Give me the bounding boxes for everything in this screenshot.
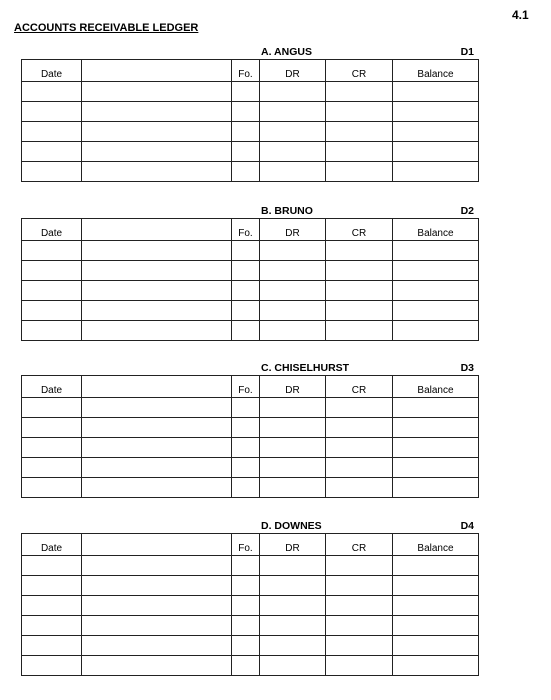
column-header-folio: Fo. (232, 534, 260, 556)
table-row (22, 321, 479, 341)
cell-folio[interactable] (232, 261, 260, 281)
cell-date[interactable] (22, 458, 82, 478)
column-header-date: Date (22, 376, 82, 398)
cell-credit[interactable] (326, 321, 393, 341)
table-row (22, 656, 479, 676)
cell-date[interactable] (22, 576, 82, 596)
ledger-table (21, 218, 479, 341)
cell-debit[interactable] (260, 301, 326, 321)
cell-debit[interactable] (260, 398, 326, 418)
cell-date[interactable] (22, 102, 82, 122)
cell-particulars[interactable] (82, 142, 232, 162)
column-header-folio: Fo. (232, 219, 260, 241)
cell-balance[interactable] (393, 398, 479, 418)
cell-balance[interactable] (393, 596, 479, 616)
cell-credit[interactable] (326, 398, 393, 418)
table-row (22, 576, 479, 596)
column-header-particulars (82, 219, 232, 241)
cell-particulars[interactable] (82, 102, 232, 122)
cell-date[interactable] (22, 281, 82, 301)
cell-folio[interactable] (232, 636, 260, 656)
column-header-balance: Balance (393, 219, 479, 241)
column-header-folio: Fo. (232, 376, 260, 398)
cell-date[interactable] (22, 261, 82, 281)
cell-credit[interactable] (326, 142, 393, 162)
cell-credit[interactable] (326, 281, 393, 301)
cell-balance[interactable] (393, 301, 479, 321)
cell-particulars[interactable] (82, 321, 232, 341)
table-header-row (22, 376, 479, 398)
cell-particulars[interactable] (82, 261, 232, 281)
table-row (22, 556, 479, 576)
ledger-title: ACCOUNTS RECEIVABLE LEDGER (14, 22, 199, 34)
table-row (22, 142, 479, 162)
cell-particulars[interactable] (82, 596, 232, 616)
cell-particulars[interactable] (82, 122, 232, 142)
column-header-date: Date (22, 219, 82, 241)
cell-balance[interactable] (393, 241, 479, 261)
cell-particulars[interactable] (82, 281, 232, 301)
cell-particulars[interactable] (82, 576, 232, 596)
table-row (22, 122, 479, 142)
cell-folio[interactable] (232, 438, 260, 458)
account-header (21, 362, 478, 375)
ledger-table (21, 533, 479, 676)
cell-date[interactable] (22, 398, 82, 418)
table-row (22, 241, 479, 261)
column-header-balance: Balance (393, 60, 479, 82)
cell-date[interactable] (22, 122, 82, 142)
cell-credit[interactable] (326, 241, 393, 261)
table-row (22, 636, 479, 656)
cell-folio[interactable] (232, 458, 260, 478)
table-row (22, 418, 479, 438)
cell-credit[interactable] (326, 656, 393, 676)
cell-folio[interactable] (232, 398, 260, 418)
cell-credit[interactable] (326, 122, 393, 142)
cell-balance[interactable] (393, 556, 479, 576)
cell-date[interactable] (22, 438, 82, 458)
account-header (21, 46, 478, 59)
cell-date[interactable] (22, 162, 82, 182)
column-header-debit: DR (260, 60, 326, 82)
account-code: D3 (460, 362, 474, 374)
cell-date[interactable] (22, 556, 82, 576)
cell-particulars[interactable] (82, 556, 232, 576)
cell-particulars[interactable] (82, 478, 232, 498)
cell-particulars[interactable] (82, 162, 232, 182)
cell-balance[interactable] (393, 418, 479, 438)
cell-date[interactable] (22, 418, 82, 438)
cell-debit[interactable] (260, 281, 326, 301)
cell-folio[interactable] (232, 142, 260, 162)
account-ledger (21, 362, 478, 498)
cell-balance[interactable] (393, 438, 479, 458)
table-row (22, 478, 479, 498)
table-row (22, 398, 479, 418)
cell-folio[interactable] (232, 162, 260, 182)
cell-particulars[interactable] (82, 458, 232, 478)
cell-debit[interactable] (260, 596, 326, 616)
cell-credit[interactable] (326, 478, 393, 498)
cell-particulars[interactable] (82, 418, 232, 438)
ledger-table (21, 375, 479, 498)
account-code: D1 (460, 46, 474, 58)
cell-folio[interactable] (232, 321, 260, 341)
table-row (22, 82, 479, 102)
cell-debit[interactable] (260, 556, 326, 576)
account-ledger (21, 520, 478, 676)
cell-credit[interactable] (326, 301, 393, 321)
cell-credit[interactable] (326, 636, 393, 656)
cell-balance[interactable] (393, 122, 479, 142)
account-ledger (21, 46, 478, 182)
cell-debit[interactable] (260, 102, 326, 122)
cell-debit[interactable] (260, 162, 326, 182)
table-row (22, 301, 479, 321)
cell-folio[interactable] (232, 576, 260, 596)
cell-particulars[interactable] (82, 656, 232, 676)
cell-credit[interactable] (326, 458, 393, 478)
cell-balance[interactable] (393, 102, 479, 122)
column-header-date: Date (22, 534, 82, 556)
cell-debit[interactable] (260, 261, 326, 281)
cell-date[interactable] (22, 636, 82, 656)
cell-debit[interactable] (260, 656, 326, 676)
account-code: D4 (460, 520, 474, 532)
cell-particulars[interactable] (82, 438, 232, 458)
account-name: B. BRUNO (261, 205, 313, 217)
column-header-debit: DR (260, 219, 326, 241)
cell-credit[interactable] (326, 82, 393, 102)
cell-balance[interactable] (393, 656, 479, 676)
cell-balance[interactable] (393, 458, 479, 478)
cell-credit[interactable] (326, 556, 393, 576)
table-row (22, 162, 479, 182)
column-header-particulars (82, 376, 232, 398)
cell-debit[interactable] (260, 142, 326, 162)
cell-date[interactable] (22, 142, 82, 162)
table-row (22, 261, 479, 281)
cell-balance[interactable] (393, 261, 479, 281)
cell-particulars[interactable] (82, 82, 232, 102)
account-name: C. CHISELHURST (261, 362, 350, 374)
column-header-particulars (82, 60, 232, 82)
cell-debit[interactable] (260, 82, 326, 102)
cell-balance[interactable] (393, 142, 479, 162)
cell-balance[interactable] (393, 82, 479, 102)
cell-date[interactable] (22, 241, 82, 261)
account-name: D. DOWNES (261, 520, 322, 532)
cell-date[interactable] (22, 596, 82, 616)
cell-debit[interactable] (260, 321, 326, 341)
ledger-table (21, 59, 479, 182)
cell-particulars[interactable] (82, 616, 232, 636)
cell-credit[interactable] (326, 162, 393, 182)
cell-balance[interactable] (393, 281, 479, 301)
cell-particulars[interactable] (82, 398, 232, 418)
account-header (21, 205, 478, 218)
cell-debit[interactable] (260, 616, 326, 636)
column-header-credit: CR (326, 534, 393, 556)
cell-credit[interactable] (326, 596, 393, 616)
cell-credit[interactable] (326, 418, 393, 438)
table-row (22, 102, 479, 122)
cell-credit[interactable] (326, 576, 393, 596)
cell-folio[interactable] (232, 656, 260, 676)
cell-debit[interactable] (260, 458, 326, 478)
cell-date[interactable] (22, 321, 82, 341)
column-header-folio: Fo. (232, 60, 260, 82)
cell-credit[interactable] (326, 102, 393, 122)
cell-folio[interactable] (232, 301, 260, 321)
cell-folio[interactable] (232, 82, 260, 102)
page-number: 4.1 (512, 8, 529, 22)
cell-folio[interactable] (232, 418, 260, 438)
cell-particulars[interactable] (82, 301, 232, 321)
column-header-credit: CR (326, 219, 393, 241)
table-header-row (22, 534, 479, 556)
column-header-particulars (82, 534, 232, 556)
cell-date[interactable] (22, 656, 82, 676)
cell-debit[interactable] (260, 241, 326, 261)
table-row (22, 438, 479, 458)
cell-date[interactable] (22, 616, 82, 636)
cell-credit[interactable] (326, 616, 393, 636)
cell-credit[interactable] (326, 438, 393, 458)
table-row (22, 281, 479, 301)
column-header-debit: DR (260, 534, 326, 556)
cell-particulars[interactable] (82, 241, 232, 261)
cell-debit[interactable] (260, 122, 326, 142)
cell-folio[interactable] (232, 281, 260, 301)
cell-balance[interactable] (393, 321, 479, 341)
cell-balance[interactable] (393, 478, 479, 498)
cell-folio[interactable] (232, 616, 260, 636)
column-header-credit: CR (326, 376, 393, 398)
cell-debit[interactable] (260, 478, 326, 498)
cell-folio[interactable] (232, 556, 260, 576)
cell-balance[interactable] (393, 162, 479, 182)
table-row (22, 616, 479, 636)
column-header-balance: Balance (393, 534, 479, 556)
account-ledger (21, 205, 478, 341)
cell-folio[interactable] (232, 102, 260, 122)
cell-debit[interactable] (260, 438, 326, 458)
account-header (21, 520, 478, 533)
cell-folio[interactable] (232, 478, 260, 498)
column-header-credit: CR (326, 60, 393, 82)
table-header-row (22, 60, 479, 82)
cell-folio[interactable] (232, 241, 260, 261)
column-header-date: Date (22, 60, 82, 82)
cell-debit[interactable] (260, 576, 326, 596)
cell-date[interactable] (22, 478, 82, 498)
table-row (22, 458, 479, 478)
cell-folio[interactable] (232, 596, 260, 616)
table-row (22, 596, 479, 616)
cell-debit[interactable] (260, 418, 326, 438)
table-header-row (22, 219, 479, 241)
column-header-balance: Balance (393, 376, 479, 398)
cell-balance[interactable] (393, 616, 479, 636)
cell-date[interactable] (22, 301, 82, 321)
cell-balance[interactable] (393, 576, 479, 596)
cell-balance[interactable] (393, 636, 479, 656)
account-name: A. ANGUS (261, 46, 312, 58)
column-header-debit: DR (260, 376, 326, 398)
cell-credit[interactable] (326, 261, 393, 281)
cell-date[interactable] (22, 82, 82, 102)
account-code: D2 (460, 205, 474, 217)
cell-debit[interactable] (260, 636, 326, 656)
cell-particulars[interactable] (82, 636, 232, 656)
cell-folio[interactable] (232, 122, 260, 142)
